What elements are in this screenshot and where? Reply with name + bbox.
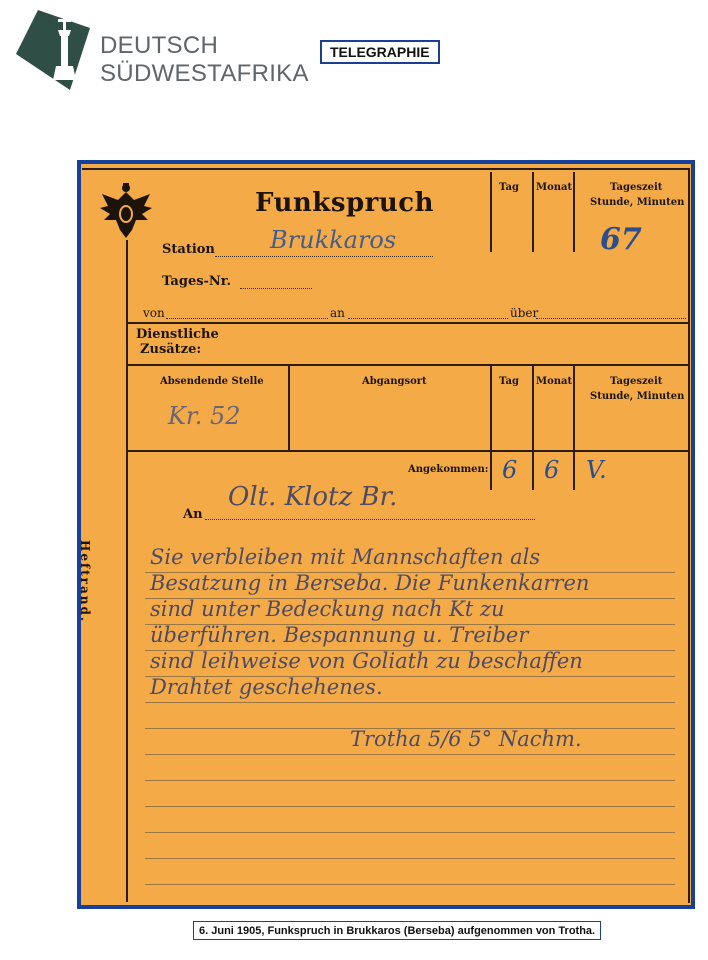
tages-nr-label: Tages-Nr. <box>162 274 231 289</box>
angekommen-monat: 6 <box>544 456 560 484</box>
ruled-line <box>145 780 675 781</box>
ruled-line <box>145 858 675 859</box>
mid-col-divider-3 <box>532 366 534 490</box>
mid-col-divider-1 <box>288 366 290 450</box>
mid-col-divider-2 <box>490 366 492 490</box>
heftrand-label: Heftrand. <box>78 540 92 624</box>
angekommen-zeit: V. <box>586 456 607 484</box>
ueber-dotted-line <box>536 318 686 319</box>
form-title: Funkspruch <box>255 188 434 218</box>
brand-line-2: SÜDWESTAFRIKA <box>100 60 309 87</box>
absendende-value: Kr. 52 <box>168 402 241 430</box>
dienstliche-label-2: Zusätze: <box>140 342 202 357</box>
an-dotted-line <box>348 318 508 319</box>
ueber-label: über <box>510 306 539 320</box>
ruled-line <box>145 832 675 833</box>
category-label: TELEGRAPHIE <box>330 44 430 60</box>
an-label: an <box>330 306 345 320</box>
empfaenger-dotted-line <box>205 519 535 520</box>
row-divider-3 <box>128 450 690 452</box>
ruled-line <box>145 806 675 807</box>
angekommen-tag: 6 <box>502 456 518 484</box>
row-divider-1 <box>128 322 690 324</box>
von-dotted-line <box>166 318 328 319</box>
dienstliche-label-1: Dienstliche <box>136 327 219 342</box>
frame-top <box>82 168 690 170</box>
brand-title <box>100 32 309 88</box>
mid-tageszeit-label-1: Tageszeit <box>610 376 663 387</box>
mid-tag-label: Tag <box>499 376 519 387</box>
top-tageszeit-label-1: Tageszeit <box>610 182 663 193</box>
top-col-divider-1 <box>490 172 492 252</box>
mid-tageszeit-label-2: Stunde, Minuten <box>590 391 685 402</box>
mid-col-divider-4 <box>573 366 575 490</box>
brand-line-1: DEUTSCH <box>100 32 219 59</box>
ruled-line <box>145 702 675 703</box>
telegram-card <box>77 160 695 909</box>
caption-box <box>193 921 601 940</box>
message-line-3: sind unter Bedeckung nach Kt zu <box>150 597 505 621</box>
ruled-line <box>145 884 675 885</box>
abgangsort-label: Abgangsort <box>362 376 427 387</box>
station-value: Brukkaros <box>270 226 397 254</box>
top-tag-label: Tag <box>499 182 519 193</box>
von-label: von <box>143 306 165 320</box>
message-line-4: überführen. Bespannung u. Treiber <box>150 623 529 647</box>
station-dotted-line <box>215 256 433 257</box>
heftrand-margin-line <box>126 240 128 902</box>
empfaenger-label: An <box>183 507 203 522</box>
caption-text: 6. Juni 1905, Funkspruch in Brukkaros (Berseba) aufgenommen von Trotha. <box>199 924 596 937</box>
top-tageszeit-label-2: Stunde, Minuten <box>590 197 685 208</box>
station-label: Station <box>162 242 215 257</box>
absendende-label: Absendende Stelle <box>160 376 264 387</box>
top-monat-label: Monat <box>536 182 573 193</box>
message-line-2: Besatzung in Berseba. Die Funkenkarren <box>150 571 590 595</box>
message-line-6: Drahtet geschehenes. <box>150 675 383 699</box>
row-divider-2 <box>128 364 690 366</box>
top-col-divider-2 <box>532 172 534 252</box>
message-line-1: Sie verbleiben mit Mannschaften als <box>150 545 541 569</box>
mid-monat-label: Monat <box>536 376 573 387</box>
signature: Trotha 5/6 5° Nachm. <box>350 727 582 751</box>
frame-right <box>688 168 690 903</box>
top-col-divider-3 <box>573 172 575 252</box>
imperial-eagle-icon <box>98 180 154 244</box>
cross-monument-logo-icon <box>8 8 90 90</box>
empfaenger-value: Olt. Klotz Br. <box>228 482 398 512</box>
category-badge <box>320 40 440 64</box>
ruled-line <box>145 754 675 755</box>
top-tageszeit-value: 67 <box>600 222 642 257</box>
message-line-5: sind leihweise von Goliath zu beschaffen <box>150 649 583 673</box>
angekommen-label: Angekommen: <box>408 464 489 475</box>
tages-nr-dotted-line <box>240 288 312 289</box>
